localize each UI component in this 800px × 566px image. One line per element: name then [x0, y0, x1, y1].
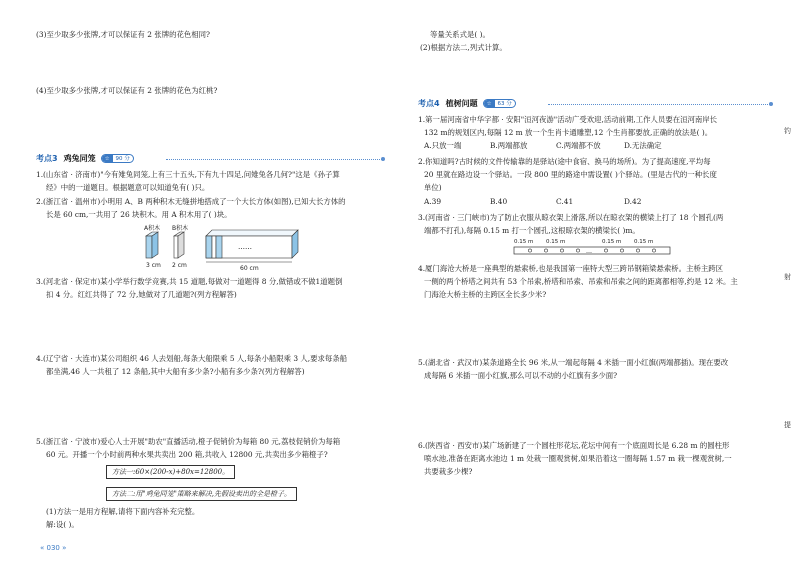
problem-4-2-line3: 单位): [424, 183, 442, 192]
cuboid-block-3: [216, 236, 222, 258]
problem-4-3-line2: 端都不打孔),每隔 0.15 m 打一个圆孔,这根晾衣架的横梁长( )m。: [424, 226, 640, 235]
ellipsis: ……: [238, 243, 252, 251]
side-mark-2: 射: [784, 273, 791, 281]
problem-4-4-line3: 门海沧大桥主桥的主跨区全长多少米?: [424, 290, 547, 299]
side-mark-1: 钓: [784, 127, 791, 135]
problem-4-6-line1: 6.(陕西省 · 西安市)某广场新建了一个圆柱形花坛,花坛中间有一个底面周长是 6.28 m 的圆柱形: [418, 441, 730, 450]
rail-figure: [512, 236, 672, 260]
problem-4-2-option-d: D.42: [624, 197, 642, 206]
cuboid-block-1: [206, 236, 212, 258]
cuboid-length: 60 cm: [240, 265, 259, 272]
problem-3-5-line1: 5.(浙江省 · 宁波市)爱心人士开展"助农"直播活动,橙子促销价为每箱 80 元,荔枝促销价为每箱: [36, 437, 341, 446]
method-2-box: 方法二:用"鸡兔同笼"策略来解决,先假设卖出的全是橙子。: [106, 487, 297, 501]
spacing-label-1: 0.15 m: [514, 239, 534, 245]
section-4-name: 植树问题: [445, 98, 478, 108]
problem-4-1-option-a: A.只放一端: [424, 141, 462, 150]
problem-3-1-line2: 经》中的一道题目。根据题意可以知道兔有( )只。: [46, 183, 210, 192]
section-3-name: 鸡兔同笼: [63, 153, 96, 163]
problem-4-3-line1: 3.(河南省 · 三门峡市)为了防止衣服从晾衣架上滑落,所以在晾衣架的横梁上打了 18 个圆孔(两: [418, 213, 724, 222]
problem-4-4-line2: 一侧的两个桥塔之间共有 53 个吊索,桥塔和吊索、吊索和吊索之间的距离都相等,约是 12 米。主: [424, 277, 738, 286]
question-3-4: (4)至少取多少张牌,才可以保证有 2 张牌的花色为红桃?: [36, 86, 218, 95]
blocks-figure: [138, 222, 388, 272]
spacing-label-3: 0.15 m: [602, 239, 622, 245]
cuboid-block-2: [212, 236, 216, 258]
divider-end-dot: [381, 157, 385, 161]
problem-3-2-line1: 2.(浙江省 · 温州市)小明用 A、B 两种积木无缝拼地搭成了一个大长方体(如图),已知大长方体的: [36, 197, 346, 206]
section-3-header: [36, 152, 134, 164]
block-b-front: [174, 236, 178, 258]
cuboid-top: [206, 230, 298, 236]
section-4-header: [418, 97, 516, 109]
problem-4-5-line1: 5.(湖北省 · 武汉市)某条道路全长 96 米,从一端起每隔 4 米插一面小红旗(两端都插)。现在要改: [418, 358, 729, 367]
method-1-box: 方法一:60×(200-x)+80x=12800。: [106, 465, 235, 479]
section-4-divider: [548, 104, 770, 105]
problem-3-3-line1: 3.(河北省 · 保定市)某小学举行数学竞赛,共 15 道题,每做对一道题得 8 分,做错或不做1道题倒: [36, 277, 343, 286]
problem-4-1-option-c: C.两端都不放: [556, 141, 601, 150]
block-a-width: 3 cm: [146, 262, 161, 269]
section-4-badge: ☆ 63 分: [483, 99, 516, 108]
problem-4-1-option-d: D.无法确定: [624, 141, 662, 150]
problem-4-5-line2: 成每隔 6 米插一面小红旗,那么可以不动的小红旗有多少面?: [424, 371, 618, 380]
block-b-width: 2 cm: [172, 262, 187, 269]
problem-3-1-line1: 1.(山东省 · 济南市)"今有雉兔同笼,上有三十五头,下有九十四足,问雉兔各几何?"这是《孙子算: [36, 170, 340, 179]
spacing-label-2: 0.15 m: [546, 239, 566, 245]
question-3-3: (3)至少取多少张牌,才可以保证有 2 张牌的花色相同?: [36, 30, 210, 39]
rail-beam: [514, 247, 670, 254]
problem-3-5-line2: 60 元。开播一个小时前两种水果共卖出 200 箱,共收入 12800 元,共卖出多少箱橙子?: [46, 450, 328, 459]
right-top-line1: 等量关系式是( )。: [430, 30, 490, 39]
problem-4-2-line1: 2.你知道吗?古时候的文件传输靠的是驿站(途中食宿、换马的场所)。为了提高速度,平均每: [418, 157, 711, 166]
problem-4-1-line2: 132 m的规划区内,每隔 12 m 放一个生肖卡通雕塑,12 个生肖都要放,正确的放法是( )。: [424, 128, 713, 137]
problem-4-2-option-c: C.41: [556, 197, 574, 206]
problem-4-2-line2: 20 里就在路边设一个驿站。一段 800 里的路途中需设置( )个驿站。(里是古代的一种长度: [424, 170, 717, 179]
problem-4-1-line1: 1.第一届河南省中华字都 · 安阳"洹河夜游"活动广受欢迎,活动前期,工作人员要在洹河南岸长: [418, 115, 718, 124]
block-a-front: [146, 236, 152, 258]
section-3-badge: ☆ 90 分: [101, 154, 134, 163]
problem-3-2-line2: 长是 60 cm,一共用了 26 块积木。用 A 积木用了( )块。: [46, 210, 232, 219]
divider-end-dot: [769, 102, 773, 106]
problem-3-5-solution: 解:设( )。: [46, 520, 79, 529]
block-b-label: B积木: [172, 225, 189, 232]
spacing-label-4: 0.15 m: [634, 239, 654, 245]
problem-3-4-line1: 4.(辽宁省 · 大连市)某公司组织 46 人去划船,每条大船限乘 5 人,每条小船限乘 3 人,要求每条船: [36, 354, 348, 363]
problem-4-2-option-a: A.39: [424, 197, 442, 206]
problem-4-6-line3: 共要栽多少棵?: [424, 467, 473, 476]
problem-3-4-line2: 都坐满,46 人一共租了 12 条船,其中大船有多少条?小船有多少条?(列方程解答): [46, 367, 305, 376]
block-a-label: A积木: [144, 225, 161, 232]
block-b-side: [178, 232, 184, 258]
right-top-line2: (2)根据方法二,列式计算。: [420, 43, 507, 52]
problem-3-5-sub1: (1)方法一是用方程解,请将下面内容补充完整。: [46, 507, 200, 516]
problem-4-6-line2: 喷水池,准备在距离水池边 1 m 处栽一圈观赏树,如果沿着这一圈每隔 1.57 m 栽一棵观赏树,一: [424, 454, 732, 463]
side-mark-3: 提: [784, 421, 791, 429]
page-number: « 030 »: [40, 544, 67, 552]
section-4-label: 考点4: [418, 98, 440, 108]
problem-4-4-line1: 4.厦门海沧大桥是一座典型的悬索桥,也是我国第一座特大型三跨吊钢箱梁悬索桥。主桥主跨区: [418, 264, 724, 273]
block-a-side: [152, 232, 158, 258]
problem-4-1-option-b: B.两端都放: [490, 141, 528, 150]
section-3-divider: [166, 159, 382, 160]
star-icon: ☆: [102, 155, 113, 162]
rail-ellipsis: …: [586, 248, 592, 255]
section-3-label: 考点3: [36, 153, 58, 163]
problem-3-3-line2: 扣 4 分。红红共得了 72 分,她做对了几道题?(列方程解答): [46, 290, 237, 299]
star-icon: ☆: [484, 100, 495, 107]
problem-4-2-option-b: B.40: [490, 197, 508, 206]
